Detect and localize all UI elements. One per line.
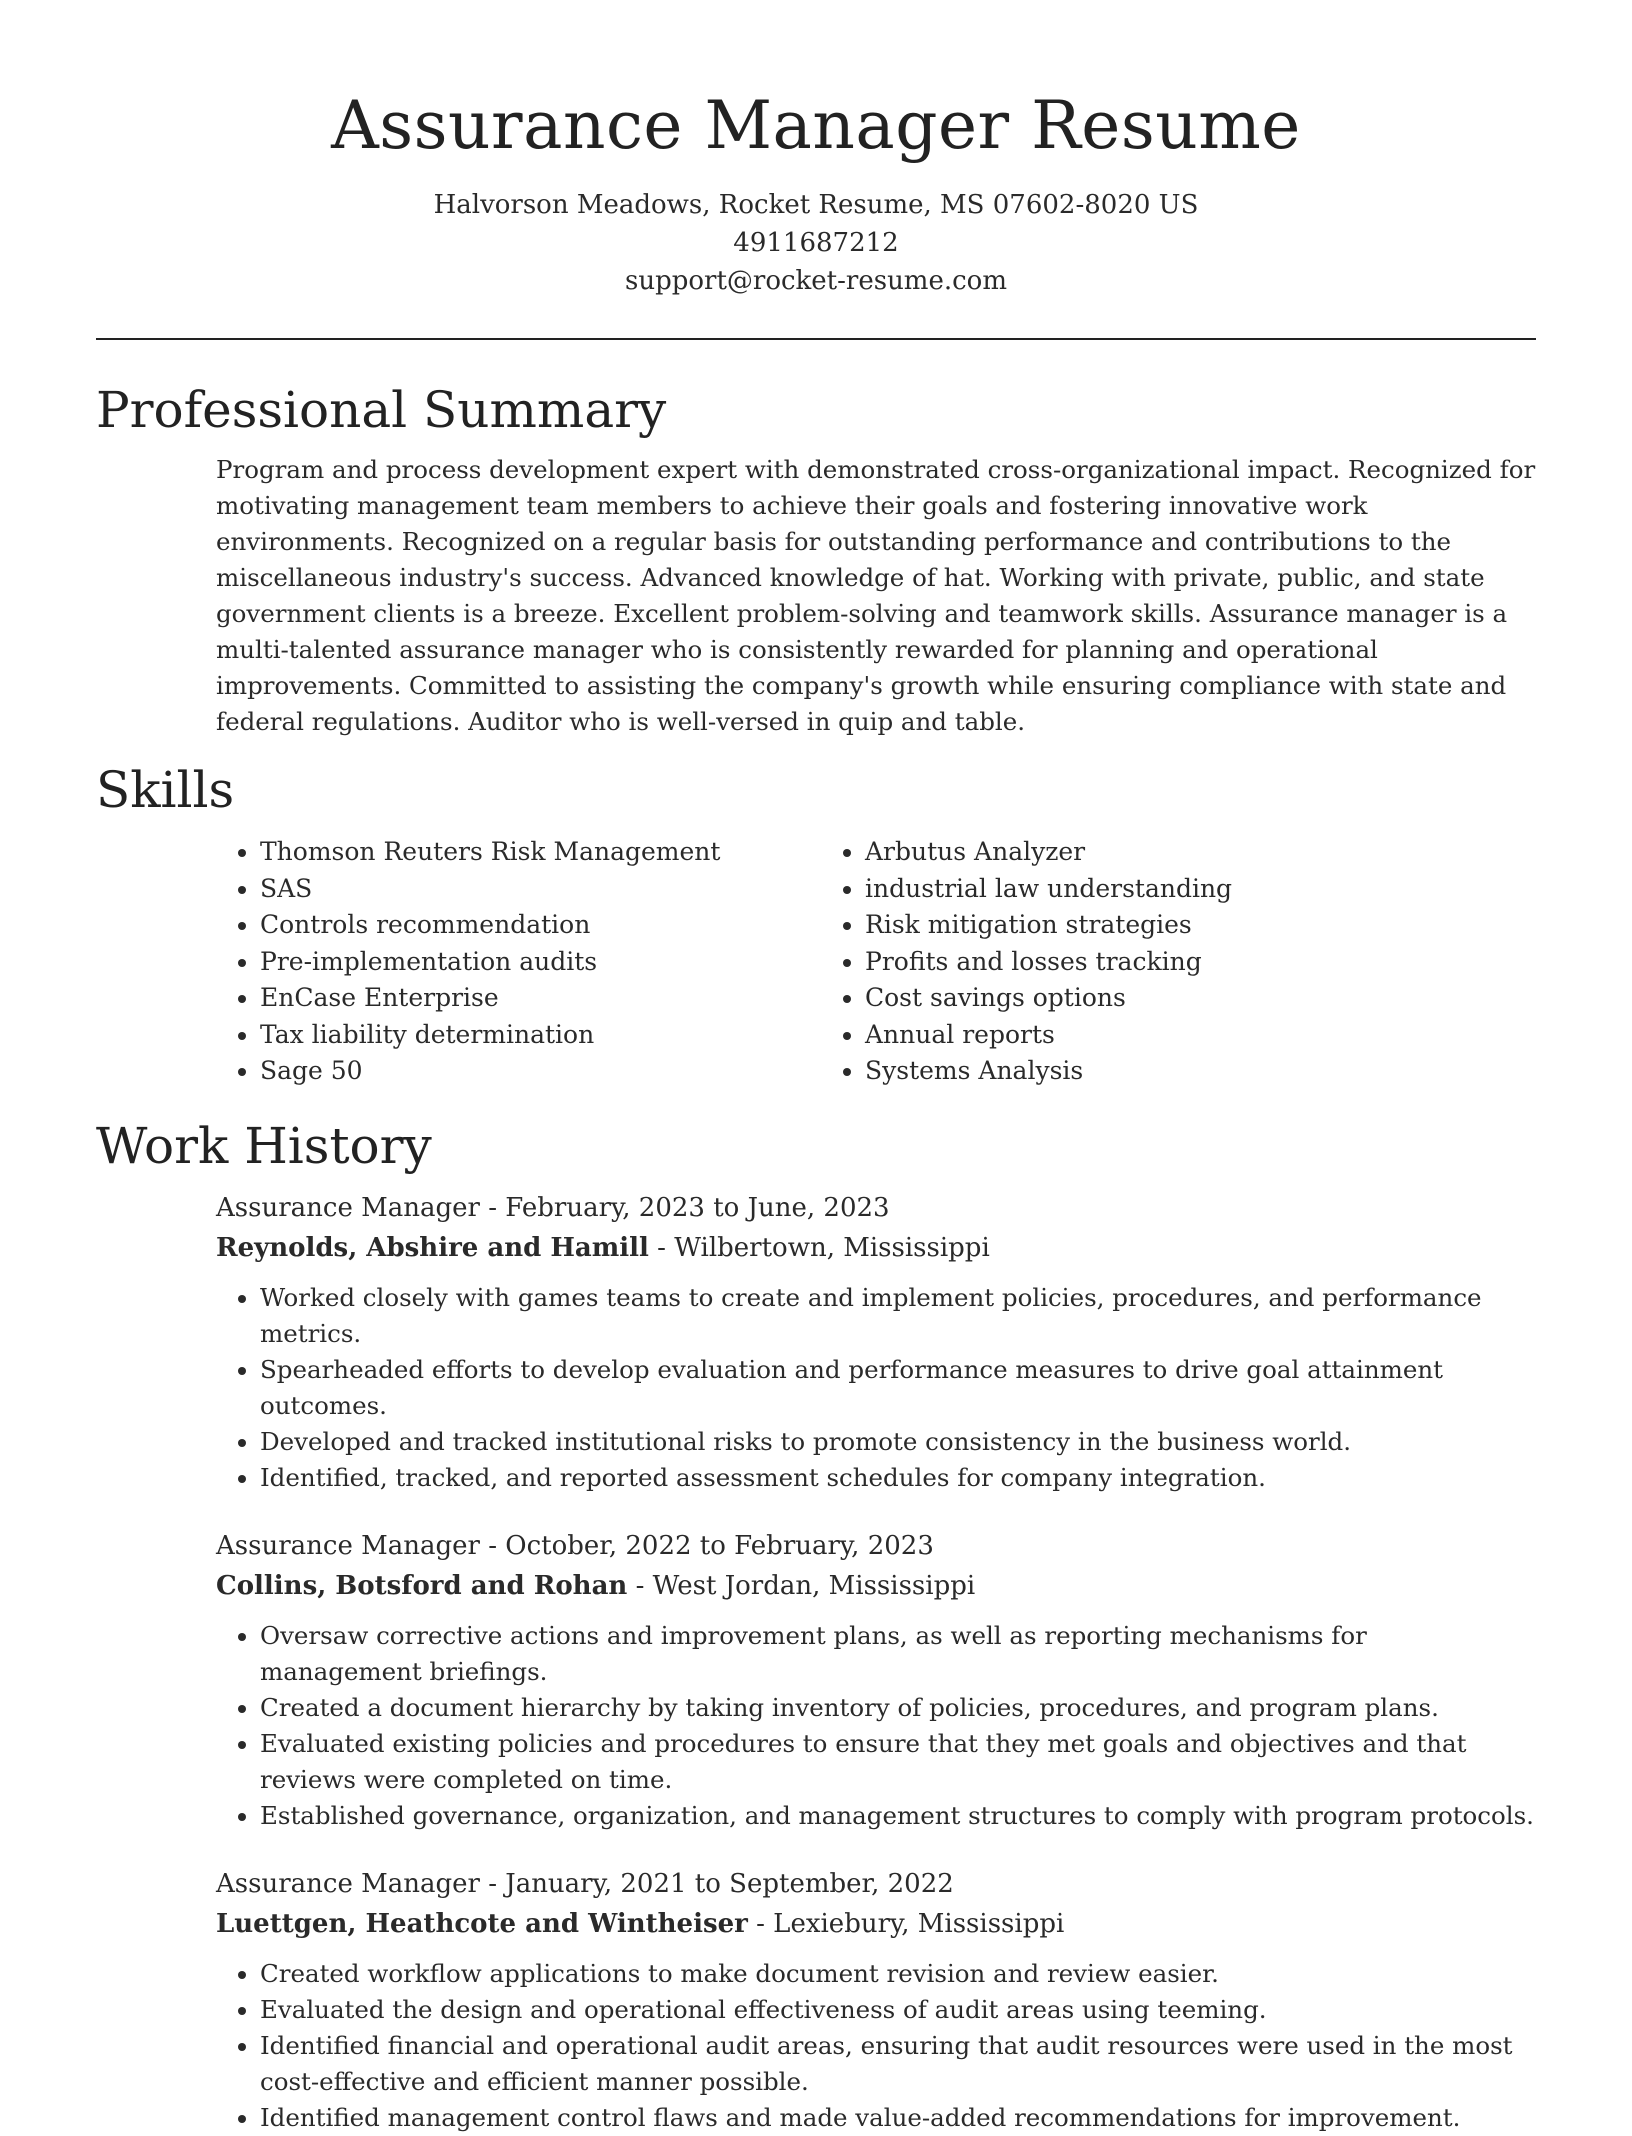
job-title-line: Assurance Manager - January, 2021 to September, 2022 xyxy=(216,1868,954,1899)
job-dates: January, 2021 to September, 2022 xyxy=(505,1868,954,1899)
skill-item: • Annual reports xyxy=(865,1017,1426,1054)
job-duty: • Oversaw corrective actions and improvement plans, as well as reporting mechanisms for management briefings. xyxy=(260,1618,1536,1690)
header-divider xyxy=(96,338,1536,340)
job-company: Reynolds, Abshire and Hamill xyxy=(216,1232,649,1263)
job-duty: • Developed and tracked institutional risks to promote consistency in the business world. xyxy=(260,1424,1536,1460)
job-duty: • Spearheaded efforts to develop evaluation and performance measures to drive goal attainment outcomes. xyxy=(260,1352,1536,1424)
resume-title: Assurance Manager Resume xyxy=(331,87,1301,164)
contact-email: support@rocket-resume.com xyxy=(624,266,1007,296)
skill-item: • Arbutus Analyzer xyxy=(865,834,1426,871)
job-duty: • Identified financial and operational audit areas, ensuring that audit resources were used in the most cost-effective and efficient manner possible. xyxy=(260,2028,1536,2100)
job-title-line: Assurance Manager - February, 2023 to June, 2023 xyxy=(216,1192,890,1223)
skill-item: • industrial law understanding xyxy=(865,871,1426,908)
job-entry xyxy=(216,1526,1536,1834)
skill-item: • Cost savings options xyxy=(865,980,1426,1017)
job-duty: • Identified management control flaws and made value-added recommendations for improvement. xyxy=(260,2100,1536,2136)
job-entry xyxy=(216,1188,1536,1496)
job-duty: • Worked closely with games teams to create and implement policies, procedures, and performance metrics. xyxy=(260,1280,1536,1352)
job-title: Assurance Manager xyxy=(216,1530,480,1561)
summary-heading: Professional Summary xyxy=(96,381,667,439)
job-company: Collins, Botsford and Rohan xyxy=(216,1570,628,1601)
job-header xyxy=(216,1526,1536,1606)
skill-item: • Systems Analysis xyxy=(865,1053,1426,1090)
job-duties xyxy=(216,1956,1536,2136)
job-duty: • Established governance, organization, and management structures to comply with program protocols. xyxy=(260,1798,1536,1834)
skill-item: • Sage 50 xyxy=(260,1053,821,1090)
work-history-heading: Work History xyxy=(96,1116,432,1175)
job-company-line: Reynolds, Abshire and Hamill - Wilbertown, Mississippi xyxy=(216,1232,990,1263)
job-company-line: Collins, Botsford and Rohan - West Jordan, Mississippi xyxy=(216,1570,976,1601)
job-duty: • Identified, tracked, and reported assessment schedules for company integration. xyxy=(260,1460,1536,1496)
skills-heading: Skills xyxy=(96,761,235,819)
job-dates: October, 2022 to February, 2023 xyxy=(505,1530,934,1561)
skill-item: • Profits and losses tracking xyxy=(865,944,1426,981)
skill-item: • Risk mitigation strategies xyxy=(865,907,1426,944)
job-entry xyxy=(216,1864,1536,2136)
job-dates: February, 2023 to June, 2023 xyxy=(505,1192,890,1223)
job-location: Lexiebury, Mississippi xyxy=(773,1908,1065,1939)
summary-text: Program and process development expert with demonstrated cross-organizational impact. Recognized for motivating management team members to achieve their goals and fostering innovative work environments. Recognized on a regular basis for outstanding performance and contributions to the miscellaneous industry's success. Advanced knowledge of hat. Working with private, public, and state government clients is a breeze. Excellent problem-solving and teamwork skills. Assurance manager is a multi-talented assurance manager who is consistently rewarded for planning and operational improvements. Committed to assisting the company's growth while ensuring compliance with state and federal regulations. Auditor who is well-versed in quip and table. xyxy=(216,455,1536,736)
job-title: Assurance Manager xyxy=(216,1192,480,1223)
job-header xyxy=(216,1864,1536,1944)
job-company: Luettgen, Heathcote and Wintheiser xyxy=(216,1908,748,1939)
skill-item: • EnCase Enterprise xyxy=(260,980,821,1017)
job-duty: • Created workflow applications to make document revision and review easier. xyxy=(260,1956,1536,1992)
skill-item: • Tax liability determination xyxy=(260,1017,821,1054)
skills-list xyxy=(216,834,1536,1090)
skill-item: • Thomson Reuters Risk Management xyxy=(260,834,821,871)
contact-block xyxy=(96,186,1536,300)
skill-item: • SAS xyxy=(260,871,821,908)
job-title-line: Assurance Manager - October, 2022 to February, 2023 xyxy=(216,1530,934,1561)
job-location: Wilbertown, Mississippi xyxy=(674,1232,990,1263)
skills-column-right xyxy=(821,834,1426,1090)
resume-header xyxy=(96,0,1536,300)
skill-item: • Pre-implementation audits xyxy=(260,944,821,981)
job-company-line: Luettgen, Heathcote and Wintheiser - Lexiebury, Mississippi xyxy=(216,1908,1065,1939)
skills-column-left xyxy=(216,834,821,1090)
job-header xyxy=(216,1188,1536,1268)
job-duties xyxy=(216,1280,1536,1496)
contact-address: Halvorson Meadows, Rocket Resume, MS 07602-8020 US xyxy=(433,190,1199,220)
job-duties xyxy=(216,1618,1536,1834)
job-title: Assurance Manager xyxy=(216,1868,480,1899)
job-location: West Jordan, Mississippi xyxy=(652,1570,976,1601)
job-duty: • Evaluated existing policies and procedures to ensure that they met goals and objectives and that reviews were completed on time. xyxy=(260,1726,1536,1798)
contact-phone: 4911687212 xyxy=(733,228,899,258)
job-duty: • Evaluated the design and operational effectiveness of audit areas using teeming. xyxy=(260,1992,1536,2028)
job-duty: • Created a document hierarchy by taking inventory of policies, procedures, and program plans. xyxy=(260,1690,1536,1726)
skill-item: • Controls recommendation xyxy=(260,907,821,944)
